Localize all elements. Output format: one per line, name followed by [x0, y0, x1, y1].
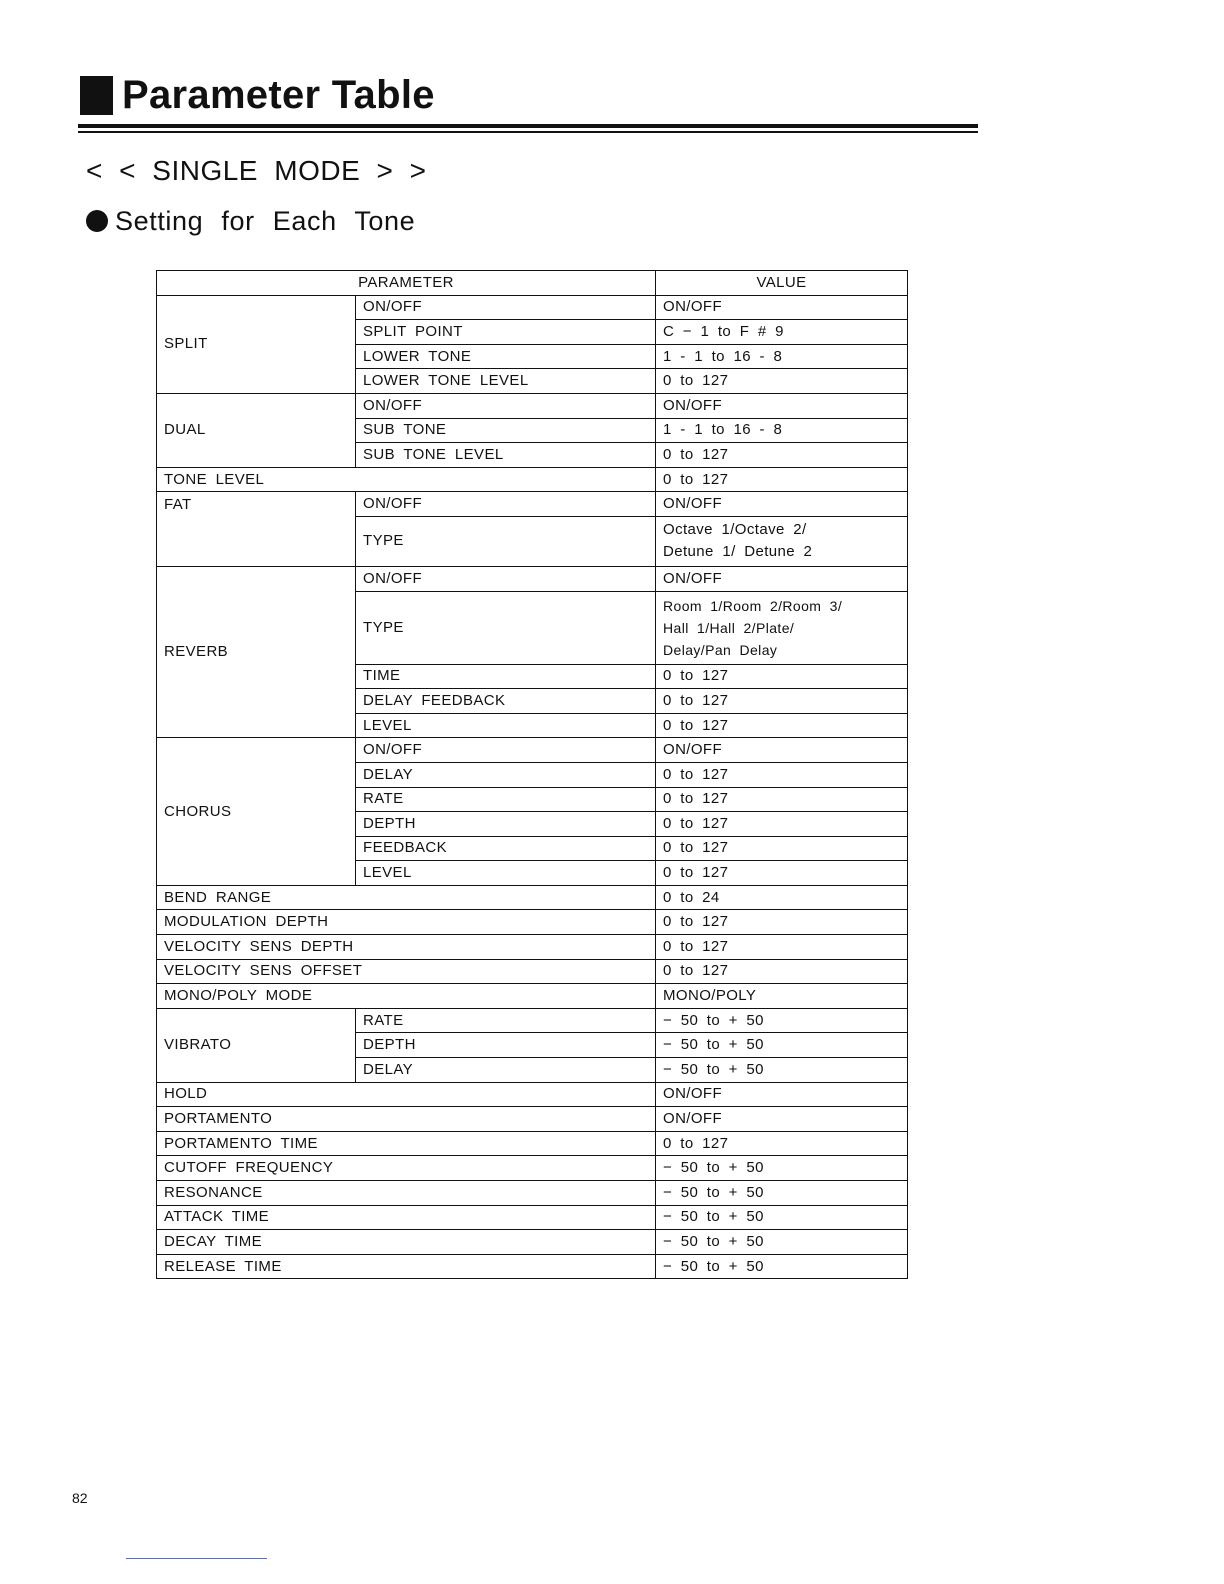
value-cell: 0 to 127 — [656, 664, 908, 689]
param-cell: ON/OFF — [356, 566, 656, 591]
param-cell: ON/OFF — [356, 295, 656, 320]
value-cell: 0 to 127 — [656, 861, 908, 886]
param-cell: HOLD — [157, 1082, 656, 1107]
value-cell: 0 to 127 — [656, 467, 908, 492]
param-cell: FEEDBACK — [356, 836, 656, 861]
group-cell-fat: FAT — [157, 492, 356, 567]
value-cell: − 50 to + 50 — [656, 1254, 908, 1279]
value-cell: ON/OFF — [656, 566, 908, 591]
table-row — [157, 1205, 908, 1230]
value-cell: 0 to 127 — [656, 910, 908, 935]
value-cell: 0 to 127 — [656, 762, 908, 787]
value-line: Delay/Pan Delay — [663, 641, 778, 658]
section-title: Setting for Each Tone — [115, 206, 416, 236]
param-cell: SPLIT POINT — [356, 320, 656, 345]
value-cell: − 50 to + 50 — [656, 1230, 908, 1255]
param-cell: DELAY FEEDBACK — [356, 689, 656, 714]
value-cell: 0 to 24 — [656, 885, 908, 910]
value-cell: 0 to 127 — [656, 713, 908, 738]
param-cell: SUB TONE — [356, 418, 656, 443]
group-cell-split: SPLIT — [157, 295, 356, 393]
param-cell: MODULATION DEPTH — [157, 910, 656, 935]
param-cell: DELAY — [356, 762, 656, 787]
table-row — [157, 393, 908, 418]
group-cell-chorus: CHORUS — [157, 738, 356, 886]
value-cell: ON/OFF — [656, 738, 908, 763]
value-cell: − 50 to + 50 — [656, 1205, 908, 1230]
param-cell: RATE — [356, 1008, 656, 1033]
value-cell-multiline — [656, 591, 908, 664]
table-row — [157, 1230, 908, 1255]
value-cell: ON/OFF — [656, 492, 908, 517]
value-cell-multiline — [656, 516, 908, 566]
param-cell: LOWER TONE — [356, 344, 656, 369]
table-row — [157, 295, 908, 320]
value-line: Octave 1/Octave 2/ — [663, 521, 807, 539]
table-row — [157, 566, 908, 591]
param-cell: MONO/POLY MODE — [157, 984, 656, 1009]
value-cell: C − 1 to F # 9 — [656, 320, 908, 345]
value-cell: − 50 to + 50 — [656, 1156, 908, 1181]
value-cell: ON/OFF — [656, 295, 908, 320]
mode-title: < < SINGLE MODE > > — [86, 155, 427, 186]
param-cell: BEND RANGE — [157, 885, 656, 910]
param-cell: LEVEL — [356, 713, 656, 738]
value-cell: 0 to 127 — [656, 812, 908, 837]
param-cell: RATE — [356, 787, 656, 812]
value-cell: 0 to 127 — [656, 689, 908, 714]
table-row — [157, 1181, 908, 1206]
value-cell: − 50 to + 50 — [656, 1058, 908, 1083]
title-rule-thick — [78, 124, 978, 128]
table-row — [157, 492, 908, 517]
param-cell: PORTAMENTO — [157, 1107, 656, 1132]
table-row — [157, 1107, 908, 1132]
value-line: Detune 1/ Detune 2 — [663, 543, 813, 561]
value-cell: ON/OFF — [656, 1082, 908, 1107]
table-row — [157, 984, 908, 1009]
param-cell: TONE LEVEL — [157, 467, 656, 492]
param-cell: ATTACK TIME — [157, 1205, 656, 1230]
value-cell: − 50 to + 50 — [656, 1033, 908, 1058]
footer-line — [126, 1558, 267, 1559]
header-value: VALUE — [656, 271, 908, 296]
group-cell-reverb: REVERB — [157, 566, 356, 737]
table-row — [157, 738, 908, 763]
value-cell: 0 to 127 — [656, 443, 908, 468]
heading-square-icon — [80, 76, 113, 115]
param-cell: TYPE — [356, 516, 656, 566]
value-cell: 0 to 127 — [656, 369, 908, 394]
header-parameter: PARAMETER — [157, 271, 656, 296]
table-row — [157, 885, 908, 910]
param-cell: TYPE — [356, 591, 656, 664]
value-cell: − 50 to + 50 — [656, 1181, 908, 1206]
table-row — [157, 935, 908, 960]
table-row — [157, 1254, 908, 1279]
bullet-icon — [86, 210, 108, 232]
param-cell: ON/OFF — [356, 393, 656, 418]
param-cell: PORTAMENTO TIME — [157, 1131, 656, 1156]
title-rule-thin — [78, 131, 978, 133]
param-cell: SUB TONE LEVEL — [356, 443, 656, 468]
param-cell: CUTOFF FREQUENCY — [157, 1156, 656, 1181]
group-cell-dual: DUAL — [157, 393, 356, 467]
value-cell: 0 to 127 — [656, 836, 908, 861]
param-cell: DEPTH — [356, 1033, 656, 1058]
value-cell: 1 - 1 to 16 - 8 — [656, 418, 908, 443]
parameter-table — [156, 270, 908, 1279]
value-cell: 0 to 127 — [656, 935, 908, 960]
value-line: Hall 1/Hall 2/Plate/ — [663, 619, 795, 636]
page-title: Parameter Table — [122, 73, 435, 117]
value-cell: 1 - 1 to 16 - 8 — [656, 344, 908, 369]
group-cell-vibrato: VIBRATO — [157, 1008, 356, 1082]
value-cell: 0 to 127 — [656, 1131, 908, 1156]
table-row — [157, 1131, 908, 1156]
param-cell: TIME — [356, 664, 656, 689]
param-cell: ON/OFF — [356, 492, 656, 517]
param-cell: LEVEL — [356, 861, 656, 886]
table-row — [157, 1156, 908, 1181]
param-cell: VELOCITY SENS OFFSET — [157, 959, 656, 984]
page-heading — [80, 72, 435, 118]
value-line: Room 1/Room 2/Room 3/ — [663, 597, 843, 614]
param-cell: LOWER TONE LEVEL — [356, 369, 656, 394]
value-cell: 0 to 127 — [656, 787, 908, 812]
page-number: 82 — [72, 1490, 88, 1506]
section-heading — [86, 204, 415, 238]
value-cell: MONO/POLY — [656, 984, 908, 1009]
value-cell: − 50 to + 50 — [656, 1008, 908, 1033]
param-cell: RELEASE TIME — [157, 1254, 656, 1279]
param-cell: DEPTH — [356, 812, 656, 837]
table-row — [157, 959, 908, 984]
header-row — [157, 271, 908, 296]
table-row — [157, 1008, 908, 1033]
param-cell: DECAY TIME — [157, 1230, 656, 1255]
table-row — [157, 910, 908, 935]
param-cell: ON/OFF — [356, 738, 656, 763]
param-cell: VELOCITY SENS DEPTH — [157, 935, 656, 960]
param-cell: RESONANCE — [157, 1181, 656, 1206]
value-cell: ON/OFF — [656, 1107, 908, 1132]
table-row — [157, 467, 908, 492]
param-cell: DELAY — [356, 1058, 656, 1083]
table-row — [157, 1082, 908, 1107]
value-cell: 0 to 127 — [656, 959, 908, 984]
value-cell: ON/OFF — [656, 393, 908, 418]
